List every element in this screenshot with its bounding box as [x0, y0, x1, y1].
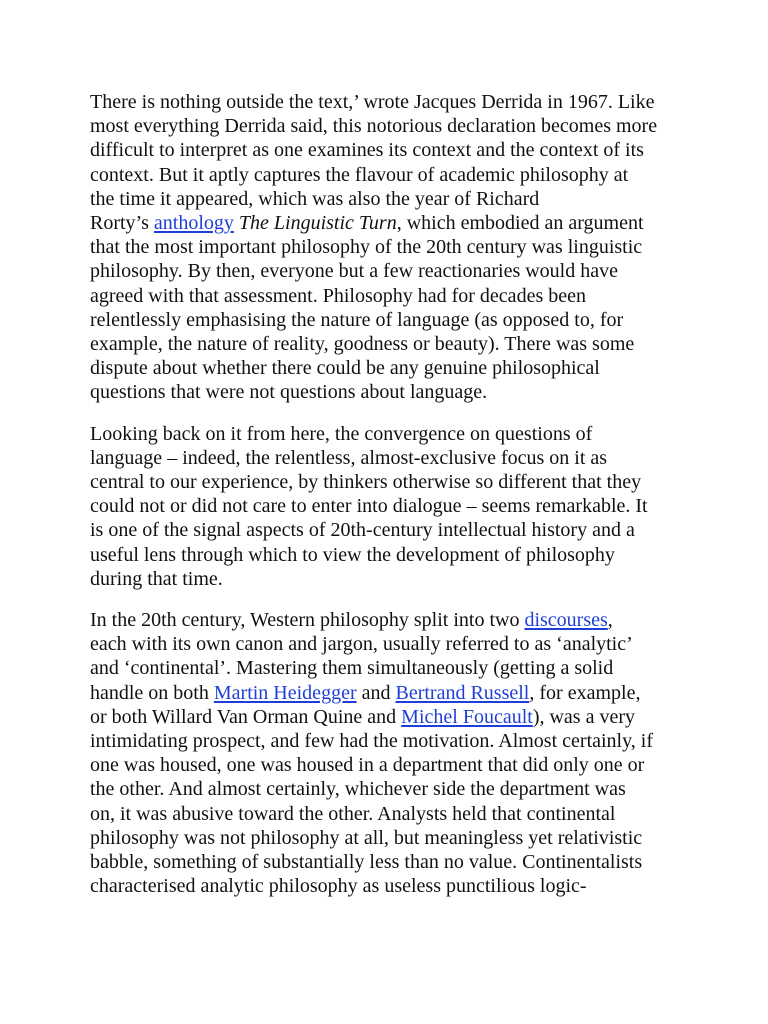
- text-line: central to our experience, by thinkers otherwise so different that they: [90, 471, 642, 494]
- text-line: example, the nature of reality, goodness or beauty). There was some: [90, 333, 635, 356]
- text-line: There is nothing outside the text,’ wrote Jacques Derrida in 1967. Like: [90, 91, 655, 113]
- text-line: context. But it aptly captures the flavour of academic philosophy at: [90, 163, 629, 186]
- text-run: ,: [607, 609, 613, 632]
- link-discourses[interactable]: discourses: [524, 609, 608, 632]
- text-run: ), was a very: [532, 705, 635, 728]
- text-line: the time it appeared, which was also the year of Richard: [90, 187, 540, 210]
- text-line: most everything Derrida said, this notorious declaration becomes more: [90, 115, 658, 138]
- text-line: and ‘continental’. Mastering them simultaneously (getting a solid: [90, 657, 614, 680]
- text-line: [90, 705, 690, 729]
- text-line: philosophy. By then, everyone but a few reactionaries would have: [90, 260, 618, 283]
- text-line: one was housed, one was housed in a department that did only one or: [90, 754, 645, 777]
- link-anthology[interactable]: anthology: [153, 212, 234, 235]
- paragraph-3: [90, 608, 690, 898]
- link-michel-foucault[interactable]: Michel Foucault: [401, 705, 533, 728]
- text-line: during that time.: [90, 567, 223, 590]
- text-line: the other. And almost certainly, whichever side the department was: [90, 778, 626, 801]
- document-page: [90, 90, 690, 916]
- text-line: [90, 608, 690, 632]
- text-line: language – indeed, the relentless, almost-exclusive focus on it as: [90, 446, 608, 469]
- text-line: Looking back on it from here, the convergence on questions of: [90, 422, 593, 445]
- text-line: dispute about whether there could be any genuine philosophical: [90, 357, 600, 380]
- paragraph-1: [90, 90, 690, 405]
- link-martin-heidegger[interactable]: Martin Heidegger: [213, 681, 357, 704]
- text-line: characterised analytic philosophy as useless punctilious logic-: [90, 875, 587, 898]
- text-line: difficult to interpret as one examines its context and the context of its: [90, 139, 644, 162]
- text-run: handle on both: [90, 681, 214, 704]
- text-line: on, it was abusive toward the other. Analysts held that continental: [90, 802, 616, 825]
- text-run: Rorty’s: [90, 212, 154, 235]
- text-run: , which embodied an argument: [396, 212, 644, 235]
- text-run: In the 20th century, Western philosophy split into two: [90, 609, 525, 632]
- text-line: [90, 211, 690, 235]
- text-line: useful lens through which to view the development of philosophy: [90, 543, 615, 566]
- link-bertrand-russell[interactable]: Bertrand Russell: [395, 681, 530, 704]
- text-run: , for example,: [529, 681, 641, 704]
- book-title: The Linguistic Turn: [238, 212, 397, 235]
- text-line: babble, something of substantially less than no value. Continentalists: [90, 851, 643, 874]
- text-line: [90, 681, 690, 705]
- text-line: each with its own canon and jargon, usually referred to as ‘analytic’: [90, 633, 633, 656]
- text-run: and: [356, 681, 396, 704]
- text-line: that the most important philosophy of the 20th century was linguistic: [90, 236, 643, 259]
- text-line: questions that were not questions about language.: [90, 381, 488, 404]
- text-line: relentlessly emphasising the nature of language (as opposed to, for: [90, 308, 624, 331]
- paragraph-2: [90, 422, 690, 591]
- text-line: intimidating prospect, and few had the motivation. Almost certainly, if: [90, 730, 654, 753]
- text-line: philosophy was not philosophy at all, but meaningless yet relativistic: [90, 826, 643, 849]
- text-line: is one of the signal aspects of 20th-century intellectual history and a: [90, 519, 635, 542]
- text-run: or both Willard Van Orman Quine and: [90, 705, 402, 728]
- text-line: agreed with that assessment. Philosophy had for decades been: [90, 284, 586, 307]
- text-line: could not or did not care to enter into dialogue – seems remarkable. It: [90, 495, 648, 518]
